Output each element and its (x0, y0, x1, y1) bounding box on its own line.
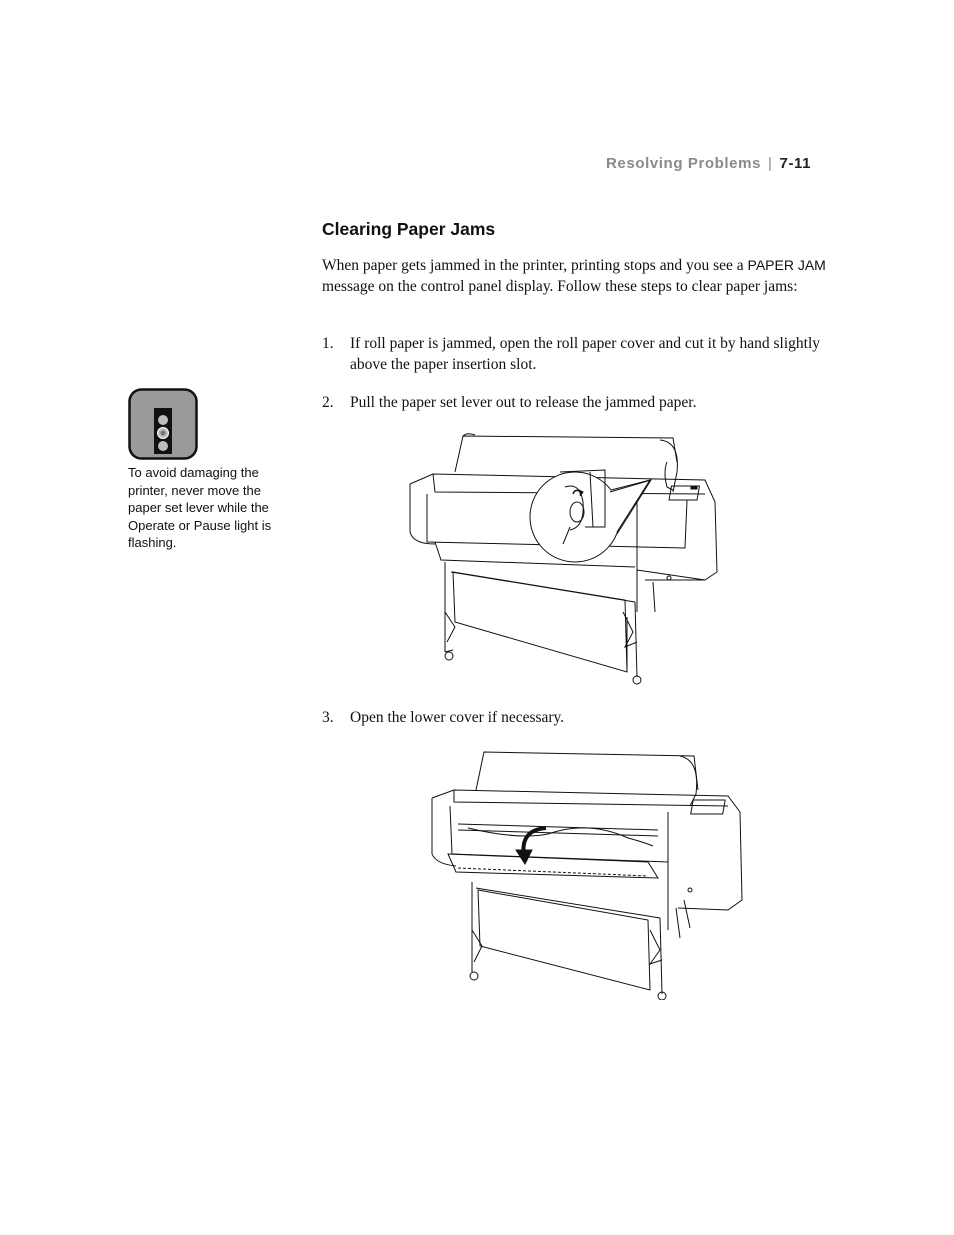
step-text: Open the lower cover if necessary. (350, 709, 565, 726)
step-number: 3. (322, 709, 334, 726)
note-text: To avoid damaging the printer, never move the paper set lever while the (128, 465, 269, 515)
paper-jam-message: PAPER JAM (747, 257, 826, 273)
sidebar-note (128, 464, 288, 552)
note-text: or (174, 517, 194, 533)
step-number: 1. (322, 335, 334, 352)
step-1 (322, 333, 830, 375)
note-text: light is flashing. (128, 517, 272, 550)
printer-paper-set-lever-illustration (405, 432, 725, 686)
step-number: 2. (322, 394, 334, 411)
intro-text-after: message on the control panel display. Follow these steps to clear paper jams: (322, 278, 798, 295)
step-text: If roll paper is jammed, open the roll paper cover and cut it by hand slightly above the paper insertion slot. (350, 335, 821, 373)
printer-lower-cover-illustration (428, 750, 750, 1000)
operate-light-name: Operate (128, 517, 175, 533)
running-header (606, 155, 811, 172)
intro-text-before: When paper gets jammed in the printer, printing stops and you see a (322, 257, 748, 274)
header-section: Resolving Problems (606, 155, 762, 172)
step-2 (322, 392, 830, 413)
step-3 (322, 707, 830, 728)
step-text: Pull the paper set lever out to release the jammed paper. (350, 394, 697, 411)
intro-paragraph (322, 255, 830, 297)
caution-lights-icon (128, 388, 198, 460)
header-separator: | (768, 155, 773, 172)
section-title: Clearing Paper Jams (322, 219, 496, 239)
pause-light-name: Pause (193, 517, 231, 533)
page-number: 7-11 (779, 155, 812, 172)
